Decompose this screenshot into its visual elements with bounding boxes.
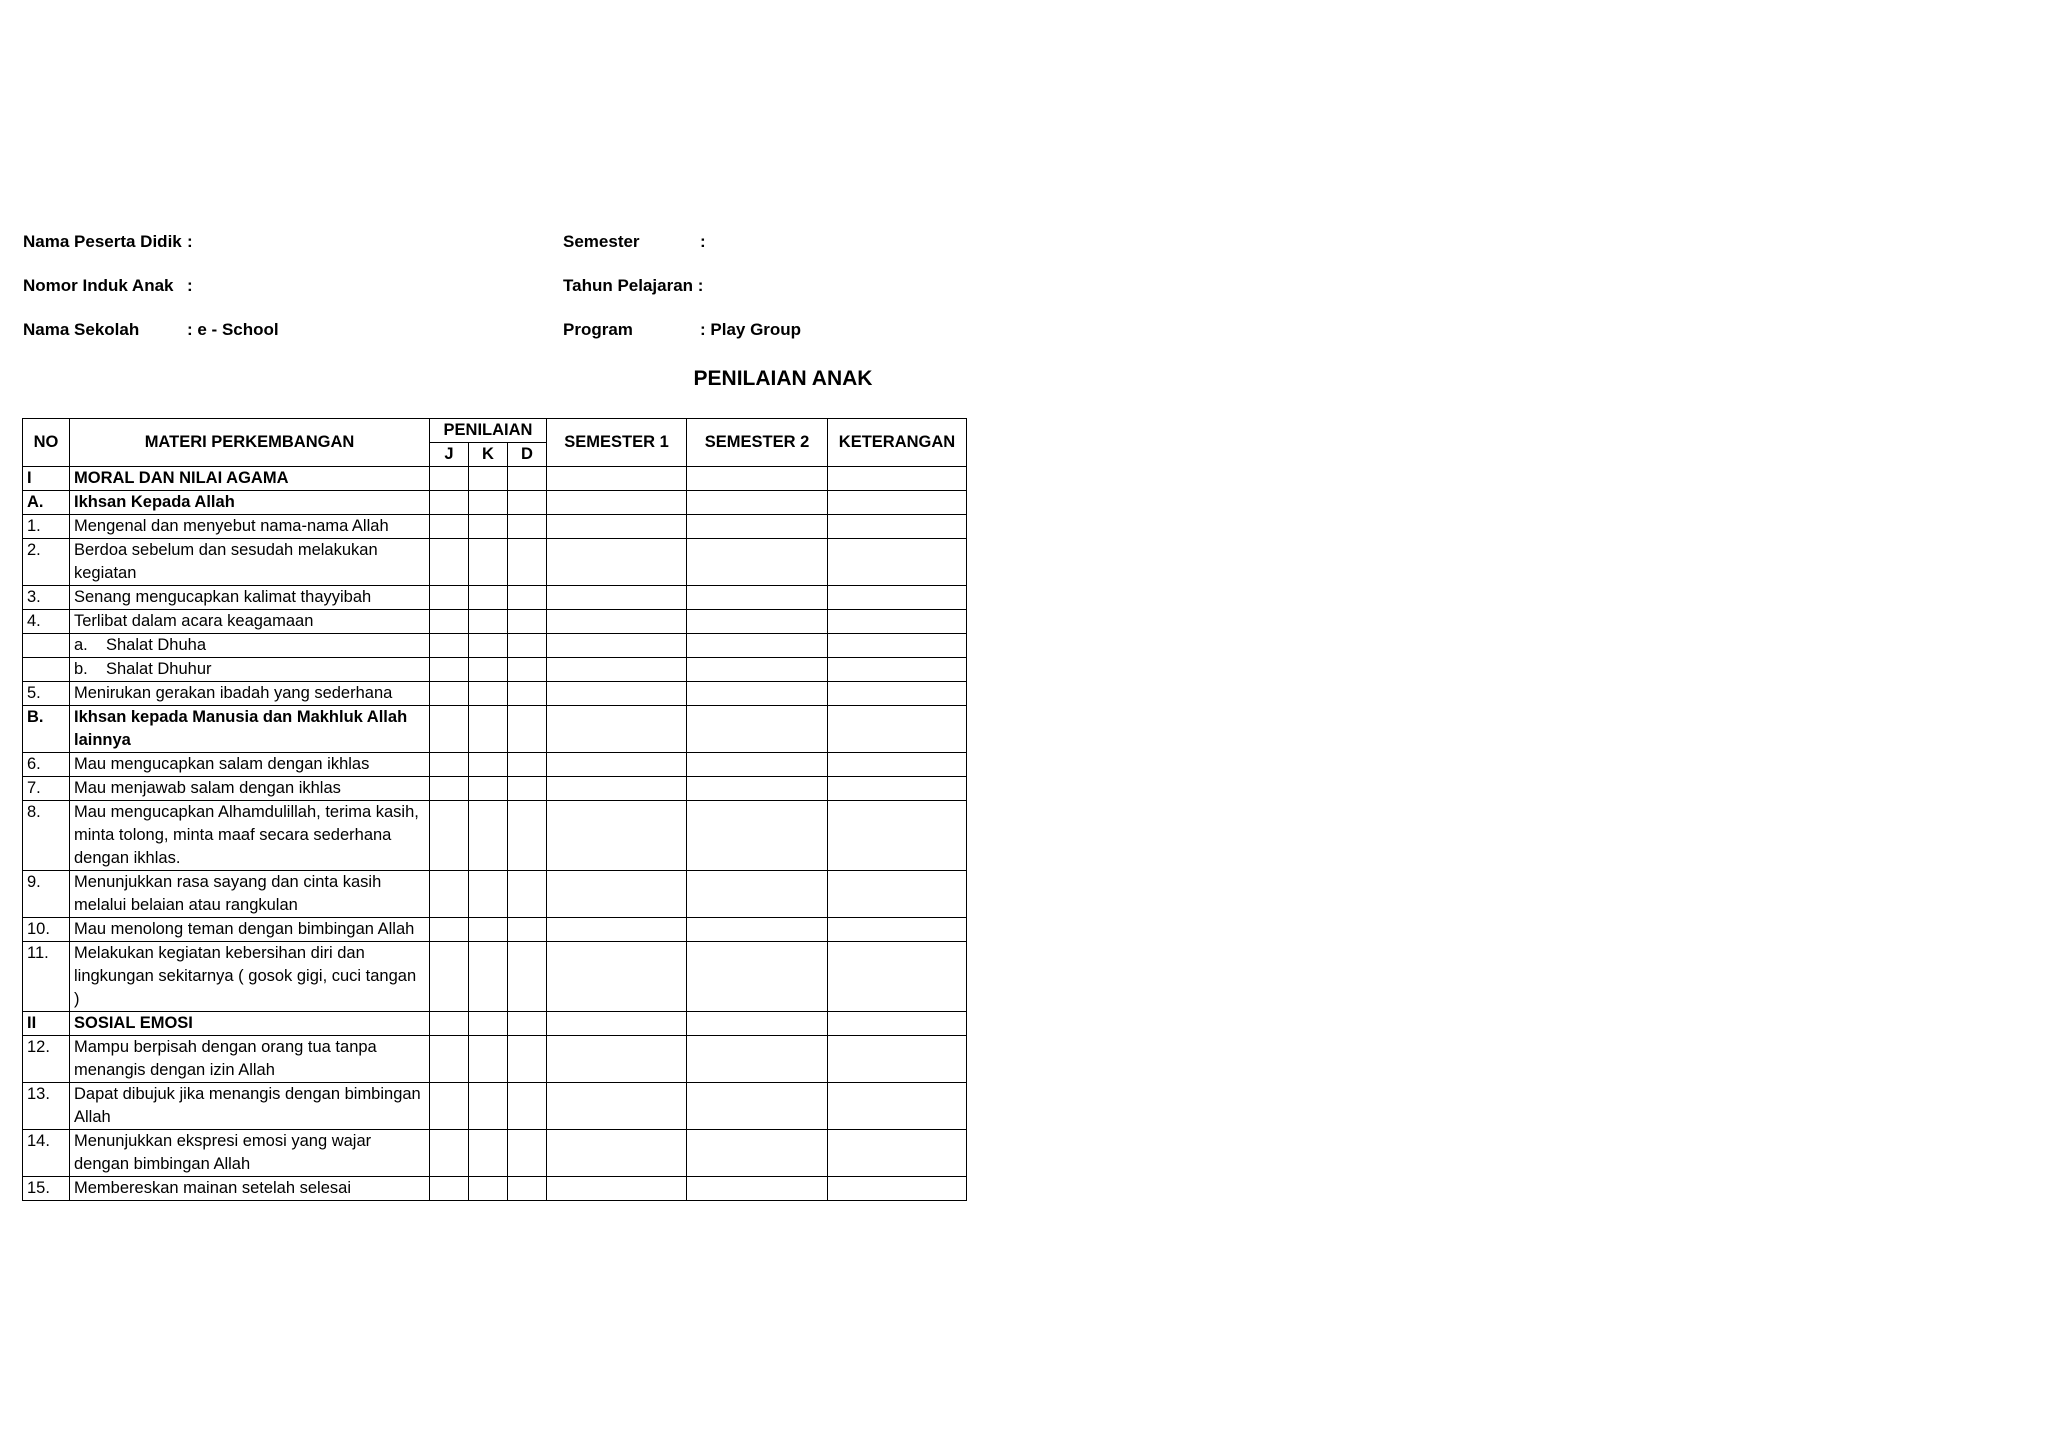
row-number: II [23,1012,70,1036]
cell-d [508,918,547,942]
info-value-left-1: : [187,276,193,295]
cell-d [508,539,547,586]
col-header-semester2: SEMESTER 2 [687,419,828,467]
row-number: 10. [23,918,70,942]
cell-semester1 [547,1012,687,1036]
cell-semester2 [687,753,828,777]
table-row [23,539,967,586]
cell-k [469,682,508,706]
row-materi: Mau menjawab salam dengan ikhlas [70,777,430,801]
row-materi: Membereskan mainan setelah selesai [70,1177,430,1201]
cell-semester2 [687,801,828,871]
cell-j [430,1012,469,1036]
cell-keterangan [828,634,967,658]
row-materi [70,658,430,682]
row-subtext: Shalat Dhuha [106,636,206,654]
cell-semester1 [547,1083,687,1130]
row-number: 13. [23,1083,70,1130]
cell-d [508,942,547,1012]
cell-semester2 [687,586,828,610]
cell-semester2 [687,491,828,515]
cell-k [469,491,508,515]
cell-keterangan [828,918,967,942]
cell-d [508,706,547,753]
row-materi: SOSIAL EMOSI [70,1012,430,1036]
row-materi: Mau mengucapkan Alhamdulillah, terima kasih, minta tolong, minta maaf secara sederhana dengan ikhlas. [70,801,430,871]
cell-d [508,586,547,610]
cell-semester1 [547,706,687,753]
cell-keterangan [828,682,967,706]
info-label-left-2: Nama Sekolah [23,320,140,339]
cell-semester2 [687,1177,828,1201]
col-header-no: NO [23,419,70,467]
cell-keterangan [828,539,967,586]
cell-k [469,706,508,753]
cell-j [430,1130,469,1177]
cell-keterangan [828,871,967,918]
table-row [23,634,967,658]
row-materi: Mau menolong teman dengan bimbingan Allah [70,918,430,942]
cell-j [430,777,469,801]
table-row [23,777,967,801]
cell-semester1 [547,918,687,942]
table-row [23,467,967,491]
cell-d [508,467,547,491]
row-number: 11. [23,942,70,1012]
row-materi: Dapat dibujuk jika menangis dengan bimbingan Allah [70,1083,430,1130]
cell-semester2 [687,777,828,801]
table-row [23,658,967,682]
table-row [23,610,967,634]
info-value-left-2: : e - School [187,320,279,339]
cell-keterangan [828,491,967,515]
row-number [23,658,70,682]
cell-j [430,539,469,586]
cell-semester1 [547,658,687,682]
cell-k [469,586,508,610]
assessment-table [22,418,967,1201]
row-materi: Terlibat dalam acara keagamaan [70,610,430,634]
cell-j [430,682,469,706]
row-materi: Mau mengucapkan salam dengan ikhlas [70,753,430,777]
row-materi: MORAL DAN NILAI AGAMA [70,467,430,491]
cell-keterangan [828,1083,967,1130]
cell-d [508,801,547,871]
cell-d [508,1083,547,1130]
cell-semester2 [687,467,828,491]
row-materi: Menunjukkan ekspresi emosi yang wajar dengan bimbingan Allah [70,1130,430,1177]
cell-d [508,610,547,634]
row-number: I [23,467,70,491]
cell-keterangan [828,777,967,801]
cell-keterangan [828,1130,967,1177]
info-label-right-0: Semester [563,232,640,251]
cell-d [508,658,547,682]
cell-j [430,634,469,658]
cell-j [430,871,469,918]
cell-semester2 [687,634,828,658]
row-number: 2. [23,539,70,586]
row-subletter: b. [74,660,88,678]
cell-semester2 [687,871,828,918]
cell-semester2 [687,1012,828,1036]
cell-k [469,610,508,634]
cell-keterangan [828,515,967,539]
cell-keterangan [828,586,967,610]
page-title: PENILAIAN ANAK [693,367,873,390]
row-materi: Mampu berpisah dengan orang tua tanpa menangis dengan izin Allah [70,1036,430,1083]
cell-d [508,1130,547,1177]
cell-j [430,753,469,777]
row-materi: Melakukan kegiatan kebersihan diri dan lingkungan sekitarnya ( gosok gigi, cuci tangan ) [70,942,430,1012]
cell-semester1 [547,491,687,515]
cell-semester1 [547,1177,687,1201]
row-materi: Menunjukkan rasa sayang dan cinta kasih melalui belaian atau rangkulan [70,871,430,918]
cell-semester1 [547,942,687,1012]
cell-k [469,942,508,1012]
cell-d [508,777,547,801]
row-number [23,634,70,658]
row-number: 4. [23,610,70,634]
cell-j [430,942,469,1012]
row-number: 9. [23,871,70,918]
info-label-left-1: Nomor Induk Anak [23,276,174,295]
cell-k [469,871,508,918]
cell-j [430,1083,469,1130]
cell-d [508,871,547,918]
cell-semester2 [687,539,828,586]
info-label-left-0: Nama Peserta Didik [23,232,182,251]
cell-semester1 [547,586,687,610]
cell-j [430,706,469,753]
cell-semester2 [687,918,828,942]
cell-keterangan [828,1177,967,1201]
row-materi: Senang mengucapkan kalimat thayyibah [70,586,430,610]
table-row [23,1177,967,1201]
cell-j [430,515,469,539]
row-materi: Mengenal dan menyebut nama-nama Allah [70,515,430,539]
table-row [23,682,967,706]
cell-k [469,918,508,942]
table-row [23,942,967,1012]
cell-d [508,491,547,515]
cell-k [469,1083,508,1130]
col-header-k: K [469,443,508,467]
cell-semester1 [547,801,687,871]
cell-semester2 [687,706,828,753]
cell-keterangan [828,658,967,682]
cell-k [469,1012,508,1036]
col-header-keterangan: KETERANGAN [828,419,967,467]
info-value-left-0: : [187,232,193,251]
row-number: 3. [23,586,70,610]
table-row [23,871,967,918]
cell-k [469,634,508,658]
cell-semester1 [547,753,687,777]
cell-semester2 [687,682,828,706]
cell-d [508,515,547,539]
table-row [23,918,967,942]
cell-j [430,610,469,634]
cell-k [469,1036,508,1083]
cell-k [469,753,508,777]
info-value-right-2: : Play Group [700,320,802,339]
cell-semester1 [547,539,687,586]
cell-j [430,467,469,491]
row-subletter: a. [74,636,88,654]
row-number: 14. [23,1130,70,1177]
row-materi: Ikhsan kepada Manusia dan Makhluk Allah lainnya [70,706,430,753]
cell-j [430,586,469,610]
table-row [23,586,967,610]
cell-semester1 [547,515,687,539]
cell-d [508,1177,547,1201]
row-number: B. [23,706,70,753]
table-row [23,753,967,777]
info-value-right-0: : [700,232,706,251]
table-row [23,801,967,871]
cell-semester2 [687,515,828,539]
cell-keterangan [828,467,967,491]
cell-j [430,1177,469,1201]
row-subtext: Shalat Dhuhur [106,660,212,678]
cell-k [469,1130,508,1177]
info-label-right-1: Tahun Pelajaran : [563,276,704,295]
col-header-materi: MATERI PERKEMBANGAN [70,419,430,467]
cell-j [430,801,469,871]
col-header-semester1: SEMESTER 1 [547,419,687,467]
cell-semester2 [687,658,828,682]
row-materi: Ikhsan Kepada Allah [70,491,430,515]
row-number: 7. [23,777,70,801]
col-header-j: J [430,443,469,467]
cell-k [469,658,508,682]
cell-d [508,1012,547,1036]
cell-keterangan [828,753,967,777]
row-number: 8. [23,801,70,871]
row-number: 1. [23,515,70,539]
cell-keterangan [828,706,967,753]
cell-semester2 [687,1036,828,1083]
cell-semester1 [547,777,687,801]
col-header-d: D [508,443,547,467]
cell-k [469,515,508,539]
cell-d [508,634,547,658]
cell-k [469,801,508,871]
cell-semester2 [687,610,828,634]
table-row [23,1036,967,1083]
cell-keterangan [828,801,967,871]
cell-j [430,918,469,942]
cell-semester1 [547,634,687,658]
cell-keterangan [828,942,967,1012]
row-materi [70,634,430,658]
row-materi: Menirukan gerakan ibadah yang sederhana [70,682,430,706]
table-row [23,515,967,539]
row-number: 12. [23,1036,70,1083]
row-materi: Berdoa sebelum dan sesudah melakukan kegiatan [70,539,430,586]
table-row [23,1012,967,1036]
cell-keterangan [828,1012,967,1036]
table-row [23,706,967,753]
cell-j [430,658,469,682]
cell-semester1 [547,871,687,918]
cell-d [508,1036,547,1083]
cell-semester2 [687,1130,828,1177]
cell-j [430,1036,469,1083]
cell-j [430,491,469,515]
cell-semester1 [547,1036,687,1083]
cell-semester2 [687,1083,828,1130]
cell-d [508,682,547,706]
row-number: 15. [23,1177,70,1201]
cell-keterangan [828,610,967,634]
info-label-right-2: Program [563,320,633,339]
table-row [23,1083,967,1130]
cell-d [508,753,547,777]
cell-semester1 [547,682,687,706]
row-number: 5. [23,682,70,706]
cell-k [469,1177,508,1201]
cell-semester1 [547,467,687,491]
cell-semester2 [687,942,828,1012]
col-header-penilaian: PENILAIAN [430,419,547,443]
table-row [23,1130,967,1177]
cell-k [469,467,508,491]
cell-k [469,777,508,801]
cell-k [469,539,508,586]
table-row [23,491,967,515]
cell-keterangan [828,1036,967,1083]
row-number: 6. [23,753,70,777]
cell-semester1 [547,1130,687,1177]
row-number: A. [23,491,70,515]
cell-semester1 [547,610,687,634]
